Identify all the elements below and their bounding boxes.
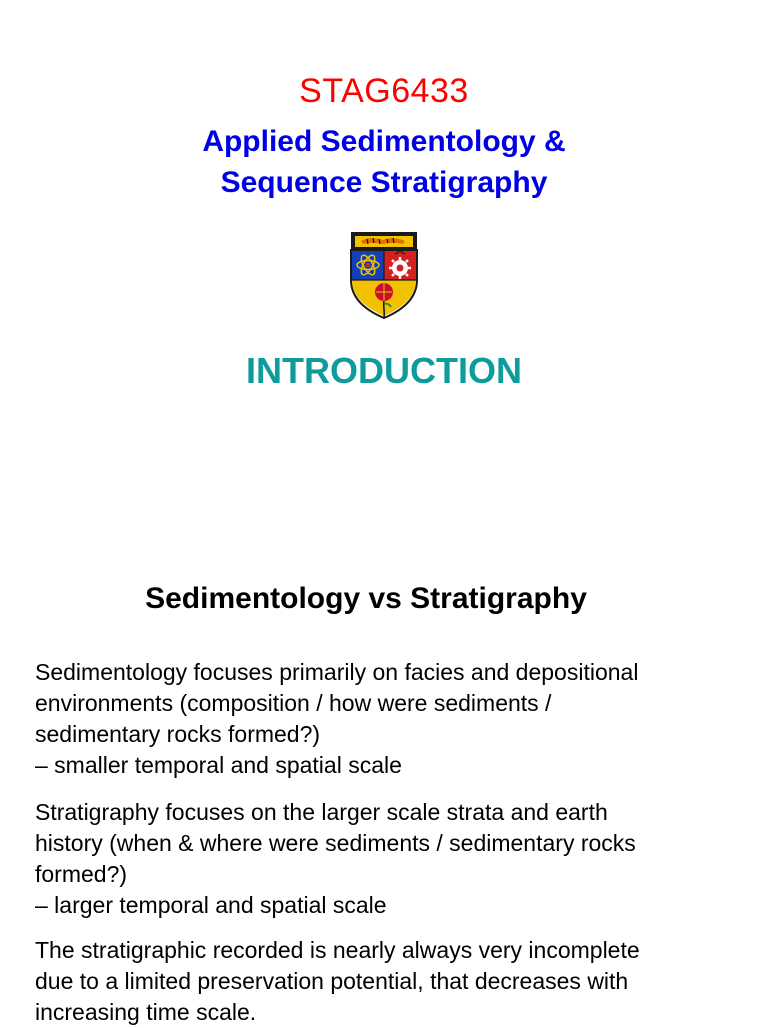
course-code: STAG6433 <box>299 72 469 110</box>
course-title-line-2: Sequence Stratigraphy <box>220 166 548 199</box>
paragraph-line: Stratigraphy focuses on the larger scale strata and earth <box>35 799 608 825</box>
paragraph-line: Sedimentology focuses primarily on facies and depositional <box>35 659 639 685</box>
paragraph-line: The stratigraphic recorded is nearly always very incomplete <box>35 937 640 963</box>
course-title-line-1: Applied Sedimentology & <box>202 125 566 158</box>
paragraph-stratigraphy <box>35 797 735 921</box>
slide-heading: Sedimentology vs Stratigraphy <box>145 582 587 615</box>
paragraph-sedimentology <box>35 657 735 781</box>
paragraph-line: formed?) <box>35 861 128 887</box>
university-crest-icon <box>347 228 421 322</box>
paragraph-line: sedimentary rocks formed?) <box>35 721 321 747</box>
paragraph-line: increasing time scale. <box>35 999 257 1025</box>
paragraph-line: – larger temporal and spatial scale <box>35 892 387 918</box>
content-slide <box>0 560 768 1024</box>
paragraph-line: history (when & where were sediments / sedimentary rocks <box>35 830 636 856</box>
paragraph-line: due to a limited preservation potential, that decreases with <box>35 968 629 994</box>
section-title: INTRODUCTION <box>246 350 522 391</box>
paragraph-line: – smaller temporal and spatial scale <box>35 752 402 778</box>
paragraph-line: environments (composition / how were sediments / <box>35 690 552 716</box>
paragraph-record <box>35 935 735 1028</box>
